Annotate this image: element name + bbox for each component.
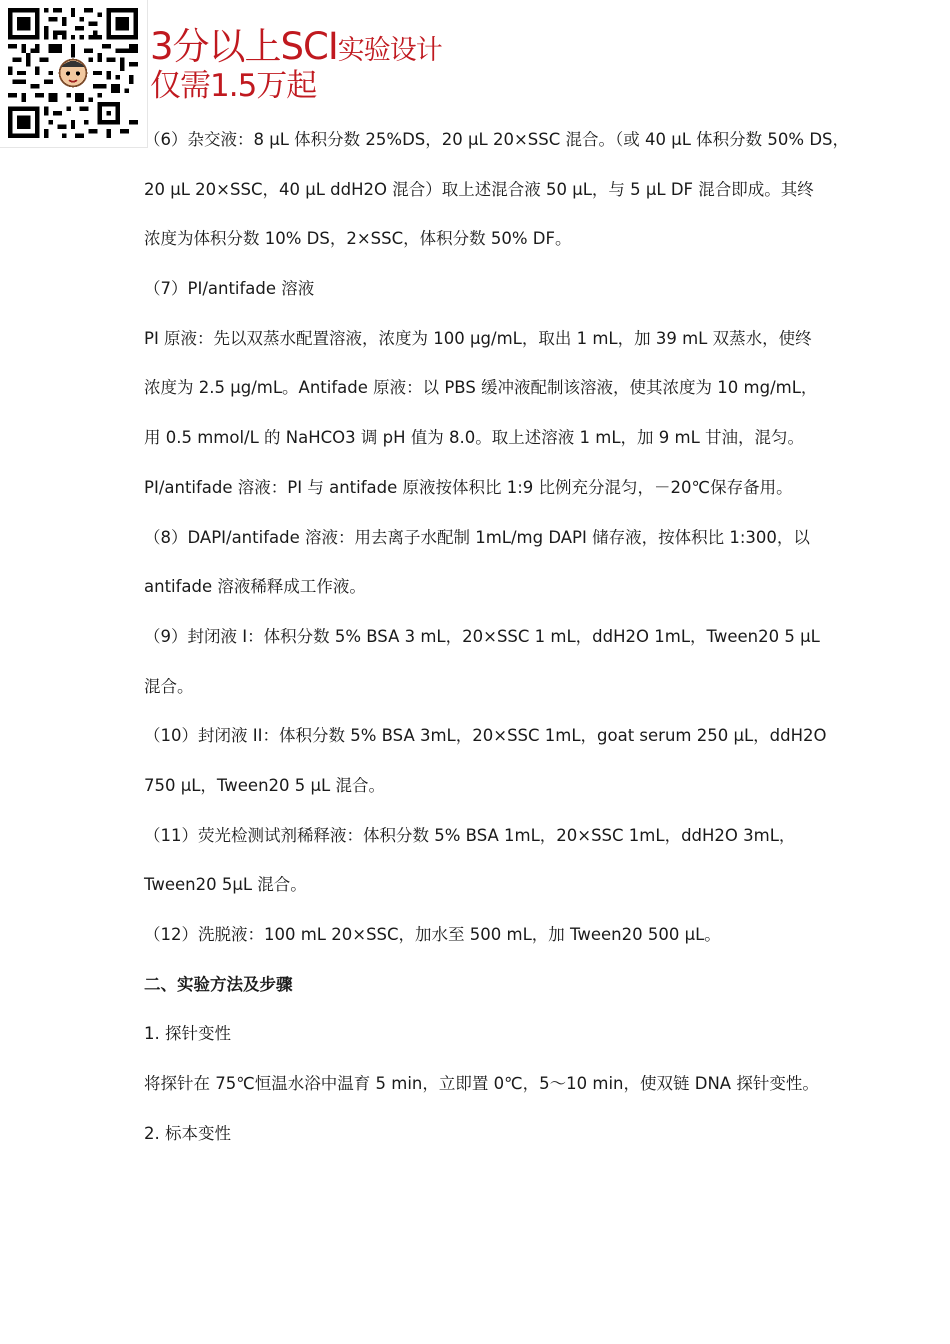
text-line: （6）杂交液：8 µL 体积分数 25%DS，20 µL 20×SSC 混合。（或 40 µL 体积分数 50% DS， xyxy=(144,130,849,149)
text-line: （7）PI/antifade 溶液 xyxy=(144,279,315,299)
promo-banner[interactable] xyxy=(0,0,442,148)
qr-code-icon[interactable] xyxy=(8,8,138,138)
text-line: 1. 探针变性 xyxy=(144,1024,231,1044)
text-line: 浓度为 2.5 µg/mL。Antifade 原液：以 PBS 缓冲液配制该溶液，使其浓度为 10 mg/mL， xyxy=(144,378,818,398)
text-line: 750 µL，Tween20 5 µL 混合。 xyxy=(144,775,385,795)
text-line: （10）封闭液 II：体积分数 5% BSA 3mL，20×SSC 1mL，goat serum 250 µL，ddH2O xyxy=(144,726,827,746)
text-line: （9）封闭液 I：体积分数 5% BSA 3 mL，20×SSC 1 mL，ddH2O 1mL，Tween20 5 µL xyxy=(144,626,820,646)
text-line: （12）洗脱液：100 mL 20×SSC，加水至 500 mL，加 Tween20 500 µL。 xyxy=(144,925,721,944)
document-body xyxy=(144,128,849,1171)
text-line: antifade 溶液稀释成工作液。 xyxy=(144,577,366,597)
text-line: 将探针在 75℃恒温水浴中温育 5 min，立即置 0℃，5～10 min，使双链 DNA 探针变性。 xyxy=(144,1074,819,1094)
text-line: （11）荧光检测试剂稀释液：体积分数 5% BSA 1mL，20×SSC 1mL，ddH2O 3mL， xyxy=(144,825,796,845)
text-line: 用 0.5 mmol/L 的 NaHCO3 调 pH 值为 8.0。取上述溶液 1 mL，加 9 mL 甘油，混匀。 xyxy=(144,428,805,448)
text-line: Tween20 5µL 混合。 xyxy=(144,875,307,895)
promo-small-text: 实验设计 xyxy=(337,35,442,66)
text-line: PI 原液：先以双蒸水配置溶液，浓度为 100 µg/mL，取出 1 mL，加 39 mL 双蒸水，使终 xyxy=(144,328,812,348)
text-line: 浓度为体积分数 10% DS，2×SSC，体积分数 50% DF。 xyxy=(144,229,572,249)
promo-headline xyxy=(150,26,442,67)
promo-text[interactable] xyxy=(150,26,442,104)
text-line: 2. 标本变性 xyxy=(144,1123,231,1143)
promo-price-text: 仅需1.5万起 xyxy=(150,68,317,105)
text-line: PI/antifade 溶液：PI 与 antifade 原液按体积比 1:9 比例充分混匀，－20℃保存备用。 xyxy=(144,477,793,497)
section-heading: 二、实验方法及步骤 xyxy=(144,974,293,994)
text-line: （8）DAPI/antifade 溶液：用去离子水配制 1mL/mg DAPI 储存液，按体积比 1:300，以 xyxy=(144,527,810,547)
text-line: 20 µL 20×SSC，40 µL ddH2O 混合）取上述混合液 50 µL，与 5 µL DF 混合即成。其终 xyxy=(144,179,814,199)
text-line: 混合。 xyxy=(144,676,194,696)
promo-big-text: 3分以上SCI xyxy=(150,25,338,68)
